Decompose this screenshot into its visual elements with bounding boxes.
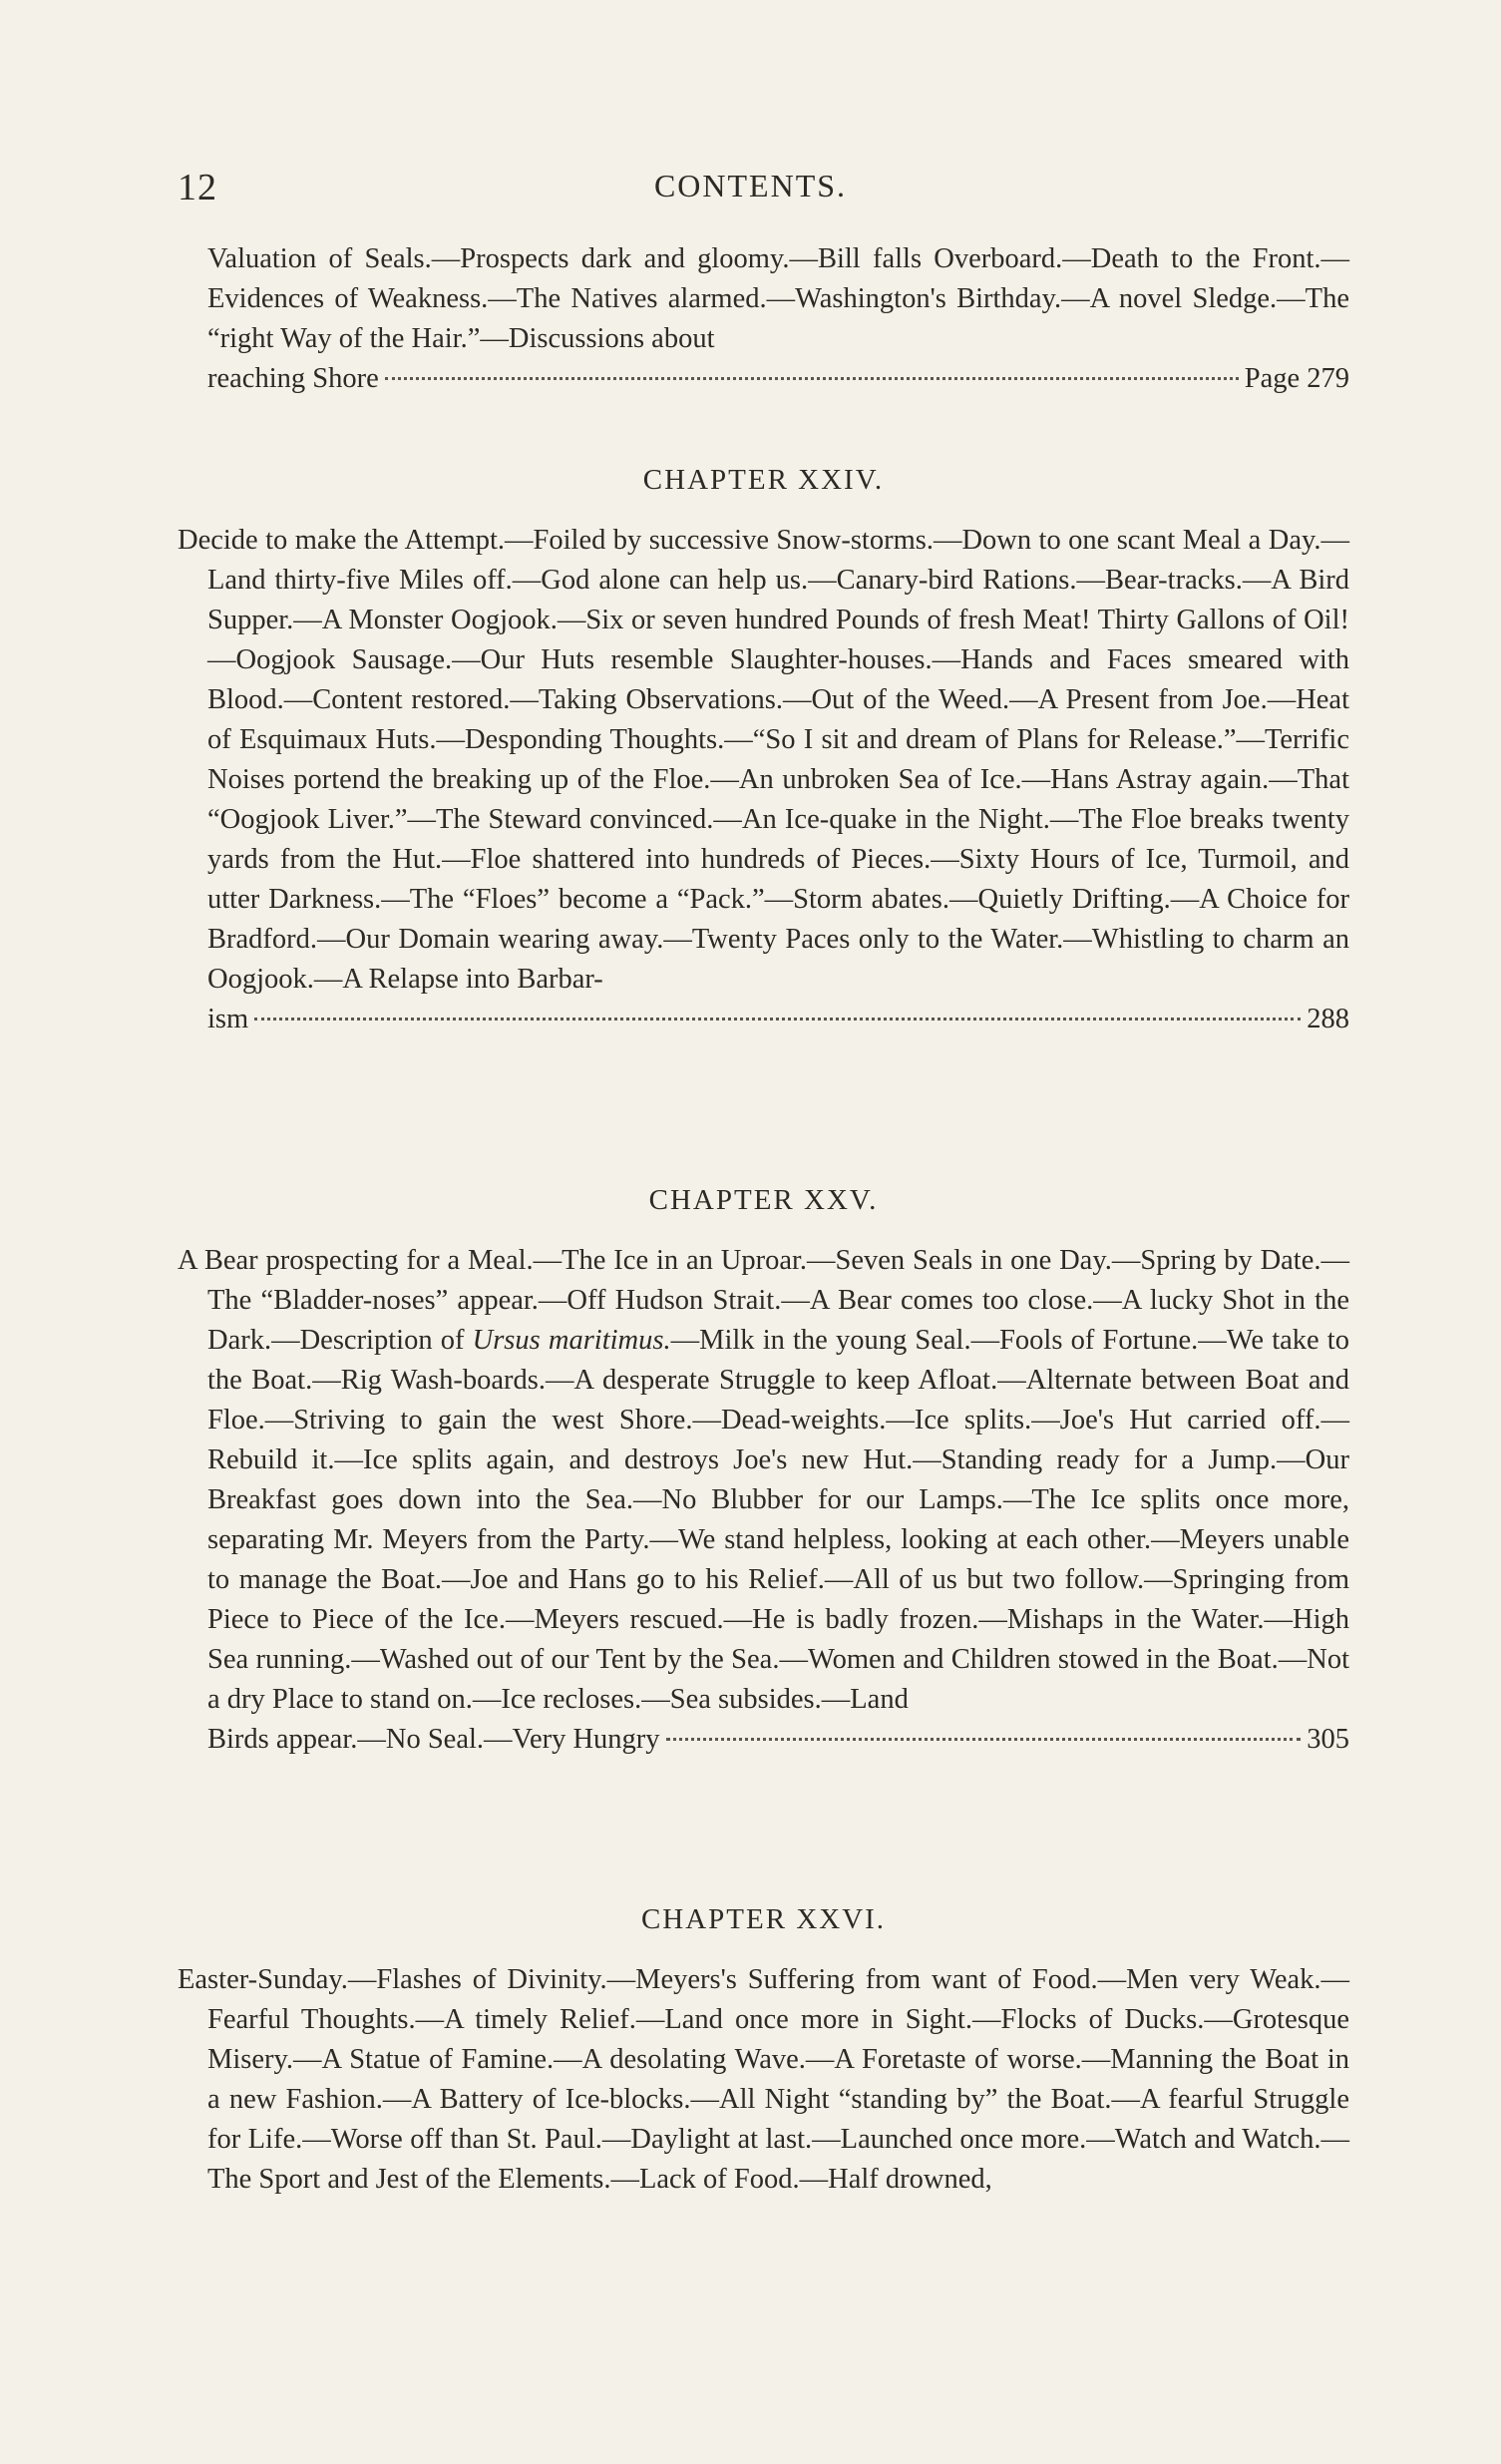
chapter-heading: CHAPTER XXV. xyxy=(648,1184,879,1216)
contents-entry-text: Valuation of Seals.—Prospects dark and gloomy.—Bill falls Overboard.—Death to the Front.—Evidences of Weakness.—The Natives alarmed.—Washington's Birthday.—A novel Sledge.—The “right Way of the Hair.”—Discussions about xyxy=(207,243,1349,354)
running-head: CONTENTS. xyxy=(653,168,848,204)
entry-text-part: —Milk in the young Seal.—Fools of Fortune.—We take to the Boat.—Rig Wash-boards.—A desperate Struggle to keep Afloat.—Alternate between Boat and Floe.—Striving to gain the west Shore.—Dead-weights.—Ice splits.—Joe's Hut carried off.—Rebuild it.—Ice splits again, and destroys Joe's new Hut.—Standing ready for a Jump.—Our Breakfast goes down into the Sea.—No Blubber for our Lamps.—The Ice splits once more, separating Mr. Meyers from the Party.—We stand helpless, looking at each other.—Meyers unable to manage the Boat.—Joe and Hans go to his Relief.—All of us but two follow.—Springing from Piece to Piece of the Ice.—Meyers rescued.—He is badly frozen.—Mishaps in the Water.—High Sea running.—Washed out of our Tent by the Sea.—Women and Children stowed in the Boat.—Not a dry Place to stand on.—Ice recloses.—Sea subsides.—Land xyxy=(207,1325,1349,1715)
contents-entry-text: Easter-Sunday.—Flashes of Divinity.—Meyers's Suffering from want of Food.—Men very Weak.—Fearful Thoughts.—A timely Relief.—Land once more in Sight.—Flocks of Ducks.—Grotesque Misery.—A Statue of Famine.—A desolating Wave.—A Foretaste of worse.—Manning the Boat in a new Fashion.—A Battery of Ice-blocks.—All Night “standing by” the Boat.—A fearful Struggle for Life.—Worse off than St. Paul.—Daylight at last.—Launched once more.—Watch and Watch.—The Sport and Jest of the Elements.—Lack of Food.—Half drowned, xyxy=(178,1964,1349,2195)
contents-entry-text: Decide to make the Attempt.—Foiled by successive Snow-storms.—Down to one scant Meal a Day.—Land thirty-five Miles off.—God alone can help us.—Canary-bird Rations.—Bear-tracks.—A Bird Supper.—A Monster Oogjook.—Six or seven hundred Pounds of fresh Meat! Thirty Gallons of Oil!—Oogjook Sausage.—Our Huts resemble Slaughter-houses.—Hands and Faces smeared with Blood.—Content restored.—Taking Observations.—Out of the Weed.—A Present from Joe.—Heat of Esquimaux Huts.—Desponding Thoughts.—“So I sit and dream of Plans for Release.”—Terrific Noises portend the breaking up of the Floe.—An unbroken Sea of Ice.—Hans Astray again.—That “Oogjook Liver.”—The Steward convinced.—An Ice-quake in the Night.—The Floe breaks twenty yards from the Hut.—Floe shattered into hundreds of Pieces.—Sixty Hours of Ice, Turmoil, and utter Darkness.—The “Floes” become a “Pack.”—Storm abates.—Quietly Drifting.—A Choice for Bradford.—Our Domain wearing away.—Twenty Paces only to the Water.—Whistling to charm an Oogjook.—A Relapse into Barbar- xyxy=(178,525,1349,995)
dot-leader xyxy=(666,1738,1302,1741)
contents-section-chapter-xxvi xyxy=(178,1903,1349,2200)
contents-section-chapter-xxiv xyxy=(178,464,1349,1039)
page-number: 12 xyxy=(178,167,217,208)
entry-text-part: A Bear prospecting for a Meal.—The Ice in an Uproar.—Seven Seals in one Day.—Spring by Date.—The “Bladder-noses” appear.—Off Hudson Strait.—A Bear comes too close.—A lucky Shot in the Dark.—Description of xyxy=(178,1245,1349,1356)
entry-last-words: Birds appear.—No Seal.—Very Hungry xyxy=(207,1724,660,1755)
dot-leader xyxy=(385,377,1239,380)
italic-latin-name: Ursus maritimus. xyxy=(472,1325,671,1356)
entry-last-words: reaching Shore xyxy=(207,363,379,394)
chapter-heading: CHAPTER XXIV. xyxy=(642,464,885,496)
contents-entry-final-line xyxy=(178,359,1349,399)
chapter-heading: CHAPTER XXVI. xyxy=(640,1903,887,1935)
entry-last-words: ism xyxy=(207,1004,249,1034)
page-reference: Page 279 xyxy=(1244,363,1349,394)
dot-leader xyxy=(254,1018,1301,1021)
contents-section-continued xyxy=(178,239,1349,399)
page-reference: 288 xyxy=(1307,1004,1349,1034)
page-reference: 305 xyxy=(1307,1724,1349,1755)
contents-entry-final-line xyxy=(178,1720,1349,1760)
contents-entry-text xyxy=(178,1241,1349,1720)
contents-section-chapter-xxv xyxy=(178,1184,1349,1760)
contents-entry-final-line xyxy=(178,1000,1349,1039)
